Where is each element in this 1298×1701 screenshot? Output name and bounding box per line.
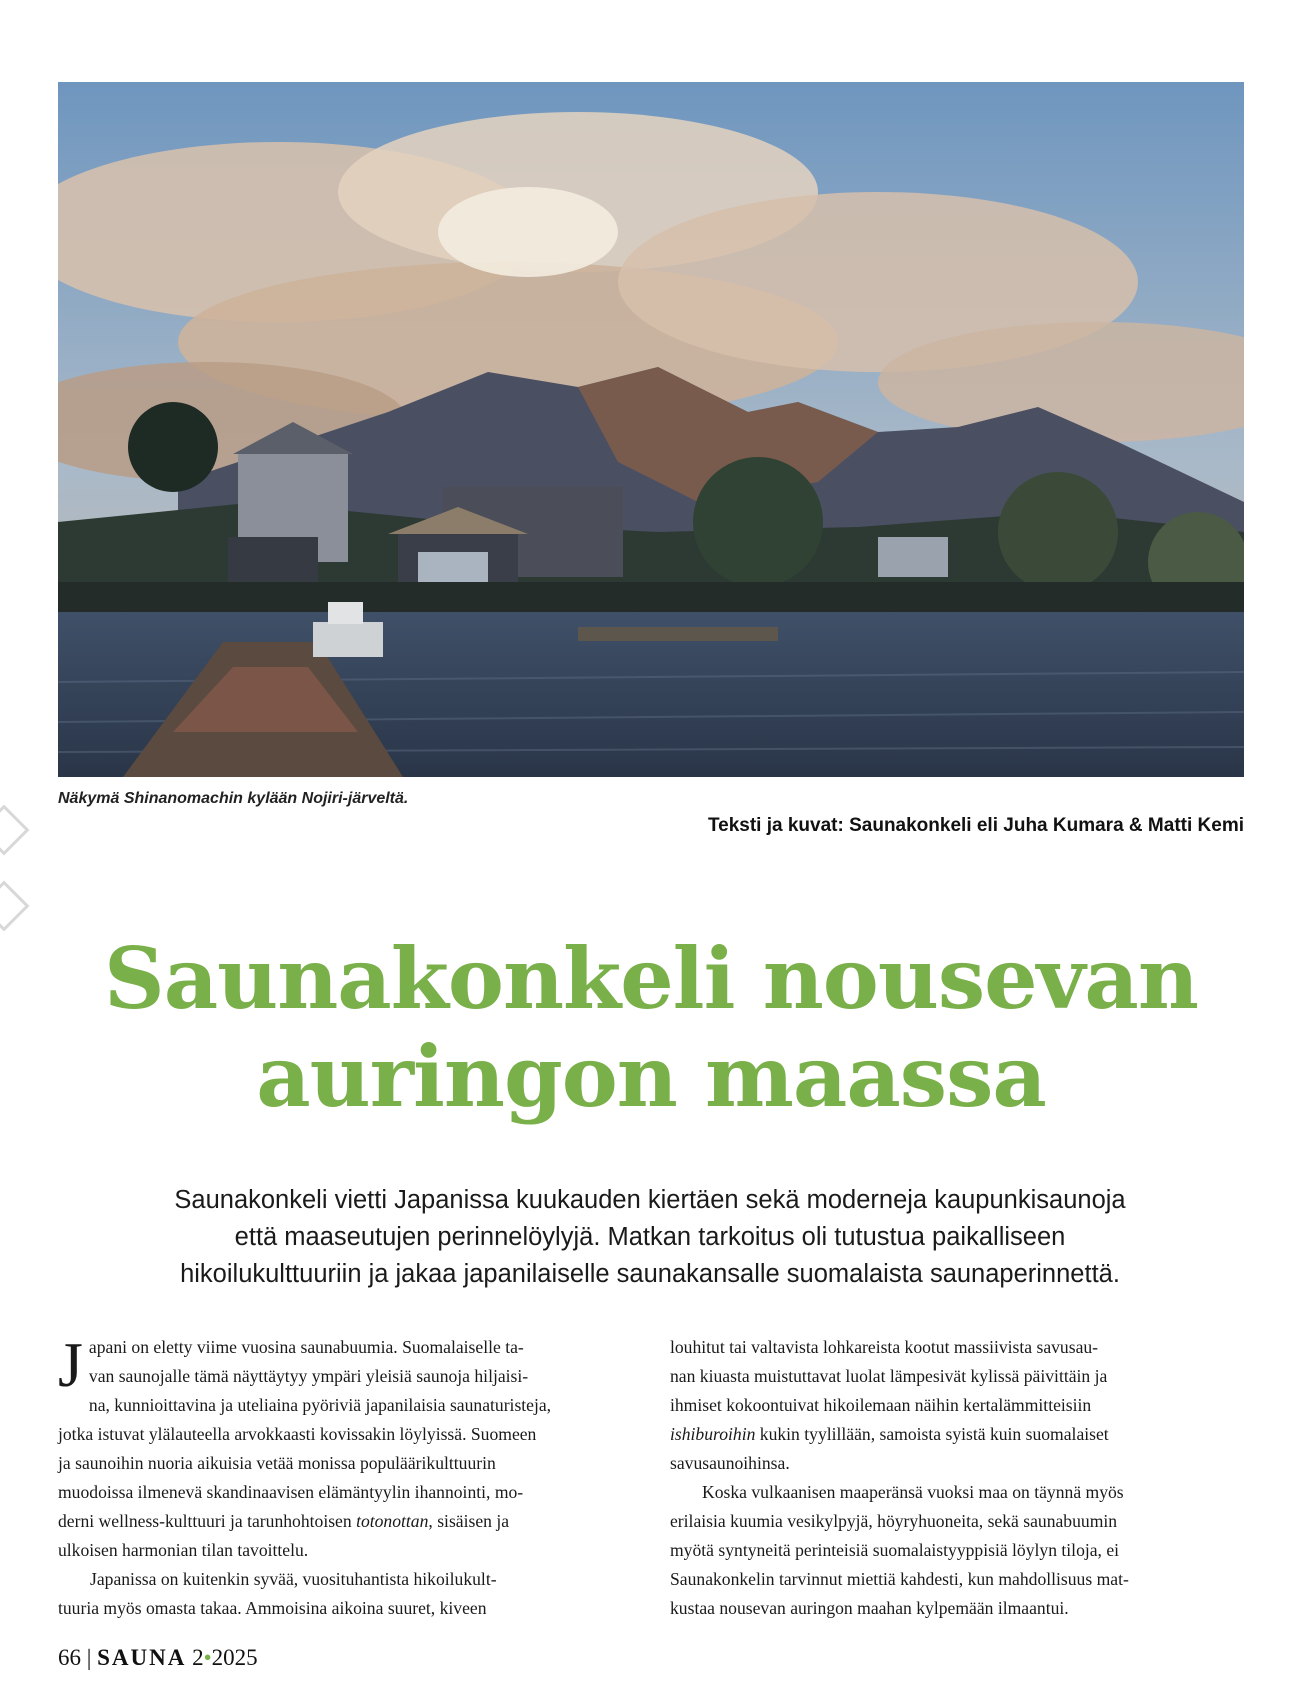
body-line <box>670 1420 1240 1449</box>
body-line: Koska vulkaanisen maaperänsä vuoksi maa on täynnä myös <box>702 1482 1124 1502</box>
photo-caption: Näkymä Shinanomachin kylään Nojiri-järveltä. <box>58 790 409 807</box>
body-text: , sisäisen ja <box>428 1511 510 1531</box>
body-column-right <box>670 1333 1240 1623</box>
author-credit: Teksti ja kuvat: Saunakonkeli eli Juha Kumara & Matti Kemi <box>707 815 1244 836</box>
page-edge-mark <box>0 805 29 856</box>
body-line: Saunakonkelin tarvinnut miettiä kahdesti, kun mahdollisuus mat- <box>670 1569 1129 1589</box>
body-line <box>58 1507 628 1536</box>
body-line: muodoissa ilmenevä skandinaavisen elämäntyylin ihannointi, mo- <box>58 1482 524 1502</box>
body-line: Japanissa on kuitenkin syvää, vuosituhantista hikoilukult- <box>90 1569 497 1589</box>
body-line: louhitut tai valtavista lohkareista kootut massiivista savusau- <box>670 1337 1099 1357</box>
body-line: savusaunoihinsa. <box>670 1453 790 1473</box>
issue-year: 2025 <box>211 1645 258 1670</box>
body-line: kustaa nousevan auringon maahan kylpemään ilmaantui. <box>670 1598 1069 1618</box>
italic-term: ishiburoihin <box>670 1424 756 1444</box>
italic-term: totonottan <box>356 1511 429 1531</box>
page-number: 66 <box>58 1645 81 1670</box>
page-footer <box>58 1645 258 1671</box>
headline-line: auringon maassa <box>256 1027 1046 1126</box>
page-edge-mark <box>0 881 29 932</box>
body-line: apani on eletty viime vuosina saunabuumia. Suomalaiselle ta- <box>88 1337 524 1357</box>
body-text: kukin tyylillään, samoista syistä kuin suomalaiset <box>759 1424 1109 1444</box>
body-line: ulkoisen harmonian tilan tavoittelu. <box>58 1540 309 1560</box>
body-line: na, kunnioittavina ja uteliaina pyöriviä japanilaisia saunaturisteja, <box>88 1395 552 1415</box>
lead-line: että maaseutujen perinnelöylyjä. Matkan tarkoitus oli tutustua paikalliseen <box>234 1223 1066 1251</box>
body-line: van saunojalle tämä näyttäytyy ympäri yleisiä saunoja hiljaisi- <box>88 1366 529 1386</box>
lake-mountain-village-icon <box>58 82 1244 777</box>
body-column-left <box>58 1329 628 1623</box>
body-line: myötä syntyneitä perinteisiä suomalaistyyppisiä löylyn tiloja, ei <box>670 1540 1120 1560</box>
headline-line: Saunakonkeli nousevan <box>104 929 1198 1028</box>
lead-line: hikoilukulttuuriin ja jakaa japanilaiselle saunakansalle suomalaista saunaperinnettä. <box>180 1260 1120 1288</box>
body-line: tuuria myös omasta takaa. Ammoisina aikoina suuret, kiveen <box>58 1598 487 1618</box>
article-lead <box>100 1182 1200 1293</box>
lead-line: Saunakonkeli vietti Japanissa kuukauden kiertäen sekä moderneja kaupunkisaunoja <box>174 1186 1126 1214</box>
footer-separator: | <box>86 1645 92 1670</box>
issue-number: 2 <box>192 1645 204 1670</box>
article-headline <box>58 930 1244 1126</box>
lake-mountain-photo <box>58 82 1244 777</box>
body-text: derni wellness-kulttuuri ja tarunhohtoisen <box>58 1511 352 1531</box>
issue-dot: • <box>203 1645 212 1670</box>
body-line: ihmiset kokoontuivat hikoilemaan näihin kertalämmitteisiin <box>670 1395 1092 1415</box>
drop-cap: J <box>58 1329 83 1400</box>
body-line: nan kiuasta muistuttavat luolat lämpesivät kylissä päivittäin ja <box>670 1366 1108 1386</box>
body-line: erilaisia kuumia vesikylpyjä, höyryhuoneita, sekä saunabuumin <box>670 1511 1118 1531</box>
body-line: ja saunoihin nuoria aikuisia vetää monissa populäärikulttuurin <box>58 1453 496 1473</box>
magazine-name: SAUNA <box>97 1645 187 1670</box>
body-line: jotka istuvat ylälauteella arvokkaasti kovissakin löylyissä. Suomeen <box>58 1424 537 1444</box>
